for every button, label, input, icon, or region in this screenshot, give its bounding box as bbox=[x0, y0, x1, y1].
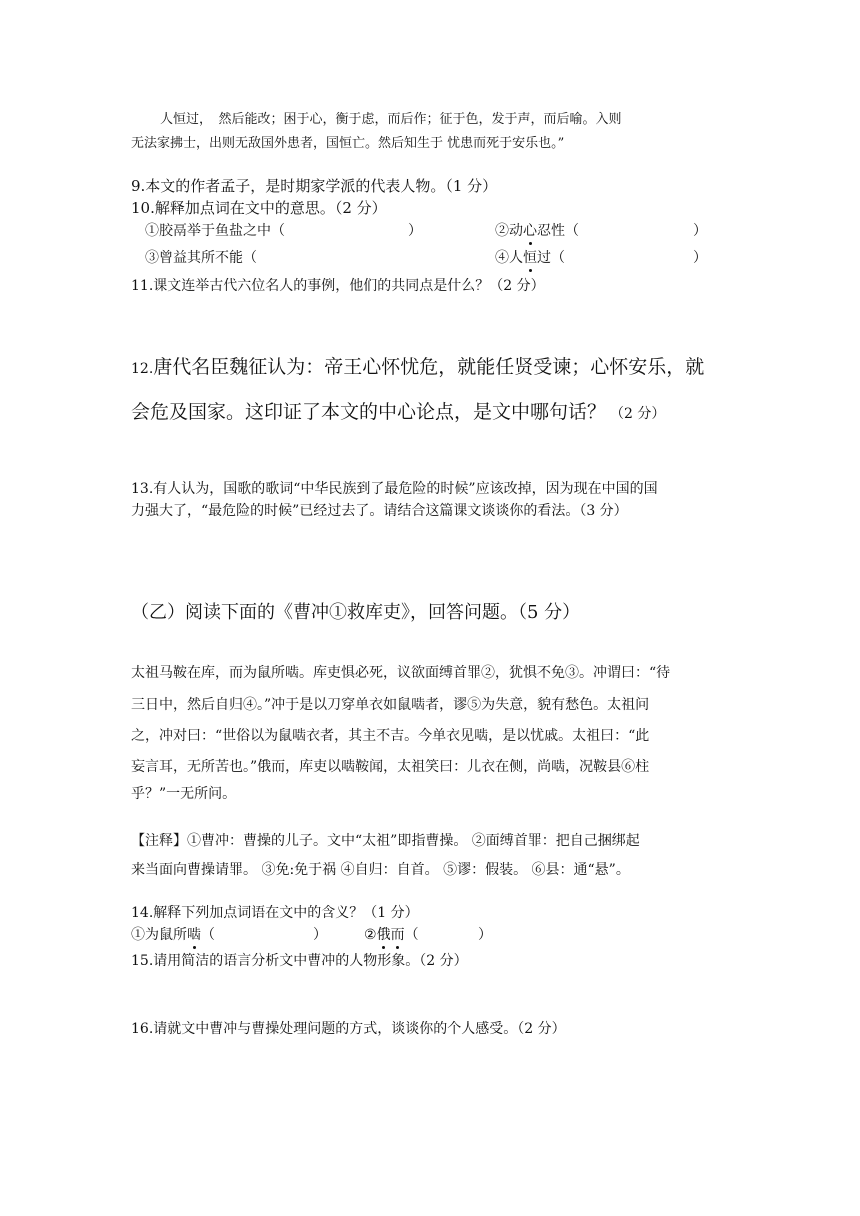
q14-item-b: ②俄而（ bbox=[364, 924, 419, 944]
q14-item-b-close: ） bbox=[478, 927, 492, 943]
question-16: 16.请就文中曹冲与曹操处理问题的方式，谈谈你的个人感受。（2 分） bbox=[131, 1021, 566, 1037]
question-10-title: 10.解释加点词在文中的意思。（2 分） bbox=[131, 199, 387, 217]
section-yi-heading: （乙）阅读下面的《曹冲①救库吏》，回答问题。（5 分） bbox=[131, 602, 581, 623]
story-line-1: 太祖马鞍在库，而为鼠所啮。库吏惧必死，议欲面缚首罪②，犹惧不免③。冲谓曰：“待 bbox=[131, 665, 671, 681]
emphasis-dot-char: 俄 bbox=[377, 924, 391, 944]
q10-item-a-close: ） bbox=[408, 223, 422, 239]
story-line-5: 乎？”一无所问。 bbox=[131, 786, 237, 802]
question-15: 15.请用简洁的语言分析文中曹冲的人物形象。（2 分） bbox=[131, 953, 468, 969]
q10-item-d-close: ） bbox=[693, 250, 707, 266]
story-line-4: 妄言耳，无所苦也。”俄而，库吏以啮鞍闻，太祖笑曰：儿衣在侧，尚啮，况鞍县⑥柱 bbox=[131, 759, 650, 775]
question-14-title: 14.解释下列加点词语在文中的含义？（1 分） bbox=[131, 905, 419, 921]
q10-item-d: ④人恒过（ bbox=[495, 247, 565, 267]
emphasis-dot-char: 而 bbox=[391, 924, 405, 944]
question-13-line-2: 力强大了，“最危险的时候”已经过去了。请结合这篇课文谈谈你的看法。（3 分） bbox=[131, 503, 628, 519]
emphasis-dot-char: 恒 bbox=[523, 247, 537, 267]
notes-line-2: 来当面向曹操请罪。 ③免:免于祸 ④自归：自首。 ⑤谬：假装。 ⑥县：通“悬”。 bbox=[131, 862, 630, 878]
q14-item-a: ①为鼠所啮（ bbox=[131, 924, 215, 944]
emphasis-dot-char: 啮 bbox=[187, 924, 201, 944]
emphasis-dot-char: 心 bbox=[523, 220, 537, 240]
q10-item-c: ③曾益其所不能（ bbox=[145, 250, 257, 266]
question-9: 9.本文的作者孟子，是时期家学派的代表人物。（1 分） bbox=[131, 177, 498, 195]
question-12-line-1: 12.唐代名臣魏征认为：帝王心怀忧危，就能任贤受谏；心怀安乐，就 bbox=[131, 356, 705, 378]
q10-item-a bbox=[145, 220, 285, 240]
question-12-line-2: 会危及国家。这印证了本文的中心论点，是文中哪句话？ （2 分） bbox=[131, 401, 666, 423]
passage-line-1: 人恒过， 然后能改；困于心，衡于虑，而后作；征于色，发于声，而后喻。入则 bbox=[160, 112, 622, 127]
q10-item-a-text: ①胶鬲举于鱼盐之中（ bbox=[145, 223, 285, 239]
passage-line-2: 无法家拂士，出则无敌国外患者，国恒亡。然后知生于 忧患而死于安乐也。” bbox=[131, 136, 565, 151]
q10-item-b: ②动心忍性（ bbox=[495, 220, 579, 240]
notes-line-1: 【注释】①曹冲：曹操的儿子。文中“太祖”即指曹操。 ②面缚首罪：把自己捆绑起 bbox=[131, 833, 640, 849]
q14-item-a-close: ） bbox=[313, 927, 327, 943]
q10-item-b-close: ） bbox=[693, 223, 707, 239]
question-11: 11.课文连举古代六位名人的事例，他们的共同点是什么？（2 分） bbox=[131, 278, 545, 294]
question-13-line-1: 13.有人认为，国歌的歌词“中华民族到了最危险的时候”应该改掉，因为现在中国的国 bbox=[131, 481, 658, 497]
story-line-2: 三日中，然后自归④。”冲于是以刀穿单衣如鼠啮者，谬⑤为失意，貌有愁色。太祖问 bbox=[131, 697, 650, 713]
story-line-3: 之，冲对曰：“世俗以为鼠啮衣者，其主不吉。今单衣见啮，是以忧戚。太祖曰：“此 bbox=[131, 728, 650, 744]
